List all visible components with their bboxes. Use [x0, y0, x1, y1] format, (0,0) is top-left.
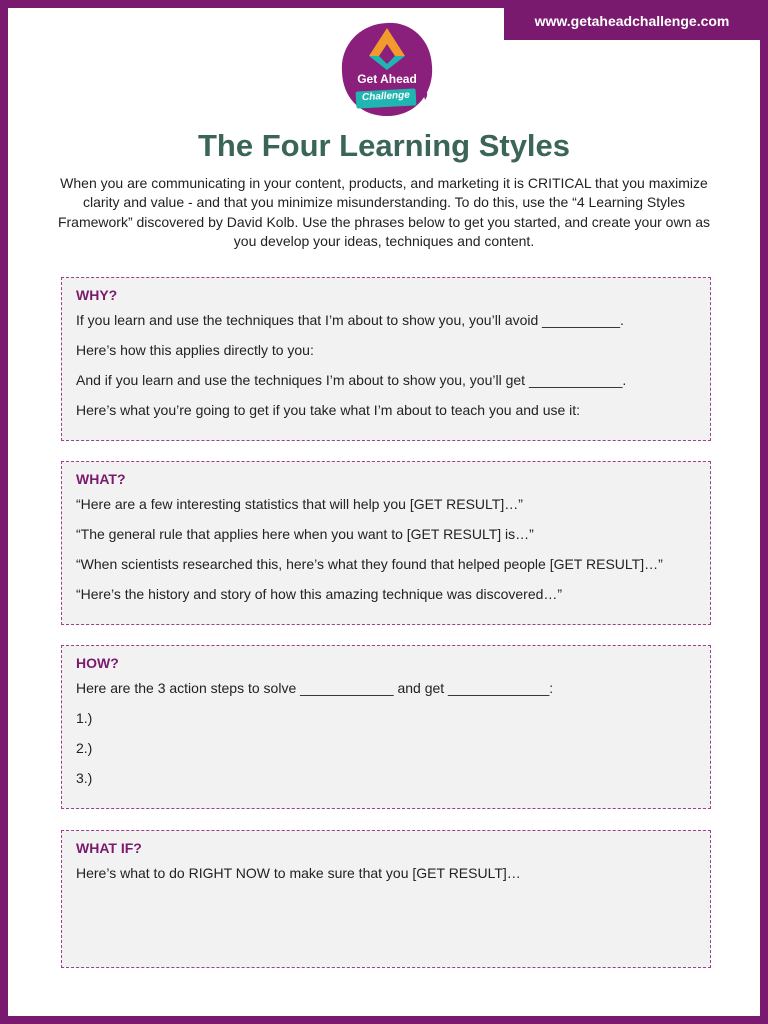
what-if-section [61, 830, 711, 968]
logo-sub-text: Challenge [361, 89, 411, 104]
get-ahead-logo [339, 20, 435, 118]
website-url-tab[interactable] [504, 8, 760, 40]
what-heading: WHAT? [76, 471, 126, 487]
why-line-3: And if you learn and use the techniques I’m about to show you, you’ll get ____________. [76, 372, 627, 388]
logo-main-text: Get Ahead [357, 72, 417, 86]
what-line-2: “The general rule that applies here when you want to [GET RESULT] is…” [76, 526, 534, 542]
how-step-2: 2.) [76, 740, 93, 756]
why-heading: WHY? [76, 287, 118, 303]
how-heading: HOW? [76, 655, 119, 671]
why-line-2: Here’s how this applies directly to you: [76, 342, 314, 358]
what-section [61, 461, 711, 625]
intro-paragraph: When you are communicating in your content, products, and marketing it is CRITICAL that you maximize clarity and value - and that you minimize misunderstanding. To do this, use the “4 Learning Styles Framework” discovered by David Kolb. Use the phrases below to get you started, and create your own as you develop your ideas, techniques and content. [57, 175, 711, 249]
why-line-1: If you learn and use the techniques that I’m about to show you, you’ll avoid __________. [76, 312, 624, 328]
how-line-1: Here are the 3 action steps to solve ____________ and get _____________: [76, 680, 554, 696]
how-section [61, 645, 711, 809]
website-url[interactable]: www.getaheadchallenge.com [534, 13, 730, 29]
what-if-line-1: Here’s what to do RIGHT NOW to make sure that you [GET RESULT]… [76, 865, 521, 881]
what-line-4: “Here’s the history and story of how this amazing technique was discovered…” [76, 586, 563, 602]
logo-sub-banner [356, 88, 417, 108]
how-step-1: 1.) [76, 710, 93, 726]
why-line-4: Here’s what you’re going to get if you take what I’m about to teach you and use it: [76, 402, 581, 418]
what-line-1: “Here are a few interesting statistics that will help you [GET RESULT]…” [76, 496, 523, 512]
page-title: The Four Learning Styles [197, 128, 571, 163]
what-line-3: “When scientists researched this, here’s what they found that helped people [GET RESULT]…” [76, 556, 663, 572]
what-if-heading: WHAT IF? [76, 840, 142, 856]
how-step-3: 3.) [76, 770, 93, 786]
why-section [61, 277, 711, 441]
worksheet-page [8, 8, 760, 1016]
